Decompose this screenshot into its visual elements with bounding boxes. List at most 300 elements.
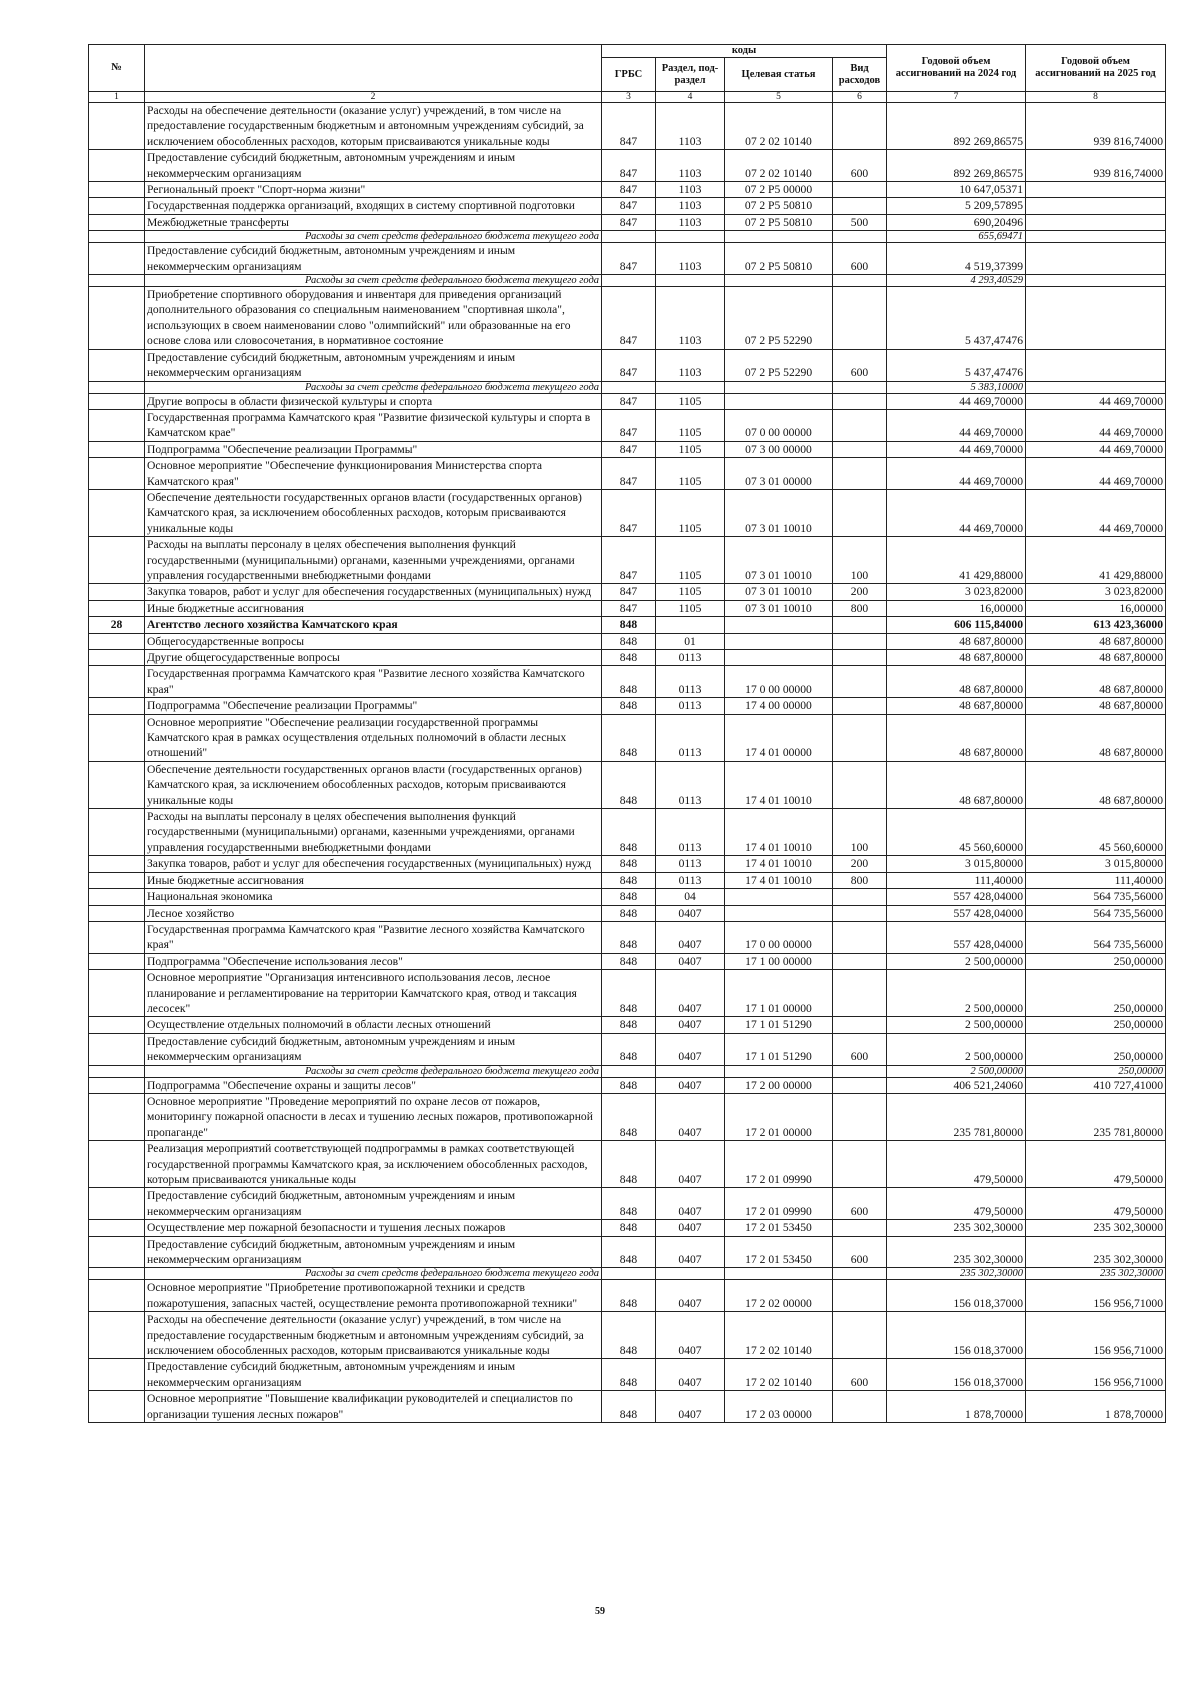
- razdel-cell: 0113: [656, 872, 725, 888]
- amount-2024-cell: 235 302,30000: [887, 1236, 1026, 1268]
- vid-cell: [833, 1017, 887, 1033]
- row-description-cell: Осуществление мер пожарной безопасности и тушения лесных пожаров: [145, 1220, 602, 1236]
- amount-2025-cell: 44 469,70000: [1026, 458, 1166, 490]
- row-number-cell: [89, 458, 145, 490]
- column-index: 8: [1026, 92, 1166, 103]
- amount-2025-cell: [1026, 287, 1166, 350]
- row-description-cell: Государственная поддержка организаций, входящих в систему спортивной подготовки: [145, 198, 602, 214]
- vid-cell: 500: [833, 214, 887, 230]
- header-description: [145, 45, 602, 92]
- row-description-cell: Подпрограмма "Обеспечение охраны и защиты лесов": [145, 1077, 602, 1093]
- table-row: [89, 872, 1166, 888]
- row-number-cell: 28: [89, 617, 145, 633]
- vid-cell: 100: [833, 809, 887, 856]
- vid-cell: [833, 761, 887, 808]
- razdel-cell: 0113: [656, 666, 725, 698]
- column-index: 2: [145, 92, 602, 103]
- target-cell: 07 0 00 00000: [725, 409, 833, 441]
- razdel-cell: 1105: [656, 458, 725, 490]
- grbs-cell: 848: [602, 1077, 656, 1093]
- amount-2025-cell: 250,00000: [1026, 1033, 1166, 1065]
- razdel-cell: 1105: [656, 441, 725, 457]
- razdel-cell: 1103: [656, 349, 725, 381]
- table-row: [89, 761, 1166, 808]
- vid-cell: [833, 409, 887, 441]
- vid-cell: [833, 287, 887, 350]
- amount-2025-cell: 235 302,30000: [1026, 1268, 1166, 1280]
- row-description-cell: Агентство лесного хозяйства Камчатского края: [145, 617, 602, 633]
- row-description-cell: Государственная программа Камчатского края "Развитие лесного хозяйства Камчатского края": [145, 921, 602, 953]
- table-row: [89, 600, 1166, 616]
- target-cell: 17 4 01 10010: [725, 872, 833, 888]
- table-row: [89, 1236, 1166, 1268]
- amount-2025-cell: 48 687,80000: [1026, 633, 1166, 649]
- vid-cell: [833, 441, 887, 457]
- grbs-cell: 847: [602, 182, 656, 198]
- grbs-cell: 848: [602, 1141, 656, 1188]
- header-number: №: [89, 45, 145, 92]
- target-cell: 17 2 00 00000: [725, 1077, 833, 1093]
- amount-2025-cell: 939 816,74000: [1026, 103, 1166, 150]
- row-number-cell: [89, 666, 145, 698]
- row-number-cell: [89, 349, 145, 381]
- amount-2025-cell: 44 469,70000: [1026, 441, 1166, 457]
- header-target: Целевая статья: [725, 58, 833, 92]
- table-row: [89, 1359, 1166, 1391]
- table-row: [89, 1017, 1166, 1033]
- table-row: [89, 1391, 1166, 1423]
- row-description-cell: Предоставление субсидий бюджетным, автономным учреждениям и иным некоммерческим организациям: [145, 1359, 602, 1391]
- razdel-cell: [656, 617, 725, 633]
- razdel-cell: 1105: [656, 409, 725, 441]
- row-number-cell: [89, 1268, 145, 1280]
- table-body: [89, 103, 1166, 1423]
- amount-2025-cell: [1026, 198, 1166, 214]
- row-number-cell: [89, 537, 145, 584]
- grbs-cell: 848: [602, 1280, 656, 1312]
- amount-2024-cell: 41 429,88000: [887, 537, 1026, 584]
- grbs-cell: 848: [602, 1312, 656, 1359]
- target-cell: [725, 905, 833, 921]
- header-vid: Вид расходов: [833, 58, 887, 92]
- amount-2024-cell: 10 647,05371: [887, 182, 1026, 198]
- row-description-cell: Предоставление субсидий бюджетным, автономным учреждениям и иным некоммерческим организациям: [145, 1236, 602, 1268]
- amount-2025-cell: [1026, 182, 1166, 198]
- row-number-cell: [89, 1391, 145, 1423]
- row-description-cell: Региональный проект "Спорт-норма жизни": [145, 182, 602, 198]
- header-grbs: ГРБС: [602, 58, 656, 92]
- amount-2025-cell: 44 469,70000: [1026, 393, 1166, 409]
- vid-cell: 600: [833, 1033, 887, 1065]
- row-description-cell: Лесное хозяйство: [145, 905, 602, 921]
- grbs-cell: 848: [602, 1220, 656, 1236]
- amount-2024-cell: 892 269,86575: [887, 103, 1026, 150]
- amount-2025-cell: 250,00000: [1026, 970, 1166, 1017]
- amount-2024-cell: 48 687,80000: [887, 650, 1026, 666]
- row-description-cell: Приобретение спортивного оборудования и инвентаря для приведения организаций дополнительного образования со специальным наименованием "спортивная школа", использующих в своем наименовании слово "олимпийский" или образованные на его основе слова или словосочетания, в нормативное состояние: [145, 287, 602, 350]
- row-number-cell: [89, 1236, 145, 1268]
- row-description-cell: Закупка товаров, работ и услуг для обеспечения государственных (муниципальных) нужд: [145, 584, 602, 600]
- table-row: [89, 1077, 1166, 1093]
- row-description-cell: Основное мероприятие "Обеспечение функционирования Министерства спорта Камчатского края": [145, 458, 602, 490]
- amount-2024-cell: 690,20496: [887, 214, 1026, 230]
- row-number-cell: [89, 650, 145, 666]
- vid-cell: [833, 970, 887, 1017]
- razdel-cell: 0407: [656, 905, 725, 921]
- amount-2025-cell: 156 956,71000: [1026, 1280, 1166, 1312]
- column-index: 7: [887, 92, 1026, 103]
- vid-cell: [833, 889, 887, 905]
- row-number-cell: [89, 809, 145, 856]
- grbs-cell: 847: [602, 584, 656, 600]
- target-cell: 07 3 01 00000: [725, 458, 833, 490]
- grbs-cell: 847: [602, 393, 656, 409]
- target-cell: 17 1 01 51290: [725, 1017, 833, 1033]
- amount-2025-cell: 48 687,80000: [1026, 761, 1166, 808]
- amount-2024-cell: 111,40000: [887, 872, 1026, 888]
- razdel-cell: 0113: [656, 809, 725, 856]
- row-number-cell: [89, 1093, 145, 1140]
- amount-2024-cell: 5 383,10000: [887, 381, 1026, 393]
- razdel-cell: 0407: [656, 921, 725, 953]
- target-cell: [725, 231, 833, 243]
- table-row: [89, 458, 1166, 490]
- grbs-cell: 848: [602, 905, 656, 921]
- razdel-cell: 0407: [656, 1093, 725, 1140]
- row-description-cell: Предоставление субсидий бюджетным, автономным учреждениям и иным некоммерческим организациям: [145, 1188, 602, 1220]
- vid-cell: [833, 666, 887, 698]
- target-cell: [725, 617, 833, 633]
- amount-2024-cell: 2 500,00000: [887, 953, 1026, 969]
- row-description-cell: Основное мероприятие "Повышение квалификации руководителей и специалистов по организации тушения лесных пожаров": [145, 1391, 602, 1423]
- table-row: [89, 666, 1166, 698]
- grbs-cell: 848: [602, 1093, 656, 1140]
- vid-cell: [833, 617, 887, 633]
- header-razdel: Раздел, под-раздел: [656, 58, 725, 92]
- row-number-cell: [89, 1065, 145, 1077]
- vid-cell: 600: [833, 1188, 887, 1220]
- row-description-cell: Государственная программа Камчатского края "Развитие лесного хозяйства Камчатского края": [145, 666, 602, 698]
- grbs-cell: 847: [602, 287, 656, 350]
- vid-cell: [833, 1220, 887, 1236]
- razdel-cell: 0407: [656, 1312, 725, 1359]
- amount-2024-cell: 2 500,00000: [887, 1033, 1026, 1065]
- header-year-2025: Годовой объем ассигнований на 2025 год: [1026, 45, 1166, 92]
- target-cell: 07 3 01 10010: [725, 489, 833, 536]
- row-number-cell: [89, 921, 145, 953]
- table-row: [89, 1093, 1166, 1140]
- amount-2024-cell: 479,50000: [887, 1141, 1026, 1188]
- vid-cell: [833, 1077, 887, 1093]
- row-description-cell: Расходы за счет средств федерального бюджета текущего года: [145, 1065, 602, 1077]
- row-number-cell: [89, 1280, 145, 1312]
- amount-2024-cell: 156 018,37000: [887, 1359, 1026, 1391]
- amount-2025-cell: [1026, 214, 1166, 230]
- row-number-cell: [89, 1033, 145, 1065]
- amount-2025-cell: [1026, 349, 1166, 381]
- vid-cell: 800: [833, 872, 887, 888]
- column-index: 3: [602, 92, 656, 103]
- amount-2024-cell: 156 018,37000: [887, 1312, 1026, 1359]
- razdel-cell: [656, 1065, 725, 1077]
- row-number-cell: [89, 489, 145, 536]
- razdel-cell: [656, 381, 725, 393]
- row-description-cell: Закупка товаров, работ и услуг для обеспечения государственных (муниципальных) нужд: [145, 856, 602, 872]
- amount-2025-cell: 479,50000: [1026, 1188, 1166, 1220]
- razdel-cell: 1103: [656, 243, 725, 275]
- table-row: [89, 1188, 1166, 1220]
- table-row: [89, 103, 1166, 150]
- target-cell: [725, 381, 833, 393]
- grbs-cell: 847: [602, 458, 656, 490]
- row-description-cell: Предоставление субсидий бюджетным, автономным учреждениям и иным некоммерческим организациям: [145, 349, 602, 381]
- razdel-cell: 04: [656, 889, 725, 905]
- amount-2025-cell: 235 302,30000: [1026, 1236, 1166, 1268]
- target-cell: 07 2 P5 00000: [725, 182, 833, 198]
- table-row: [89, 182, 1166, 198]
- vid-cell: [833, 103, 887, 150]
- target-cell: 17 2 01 09990: [725, 1188, 833, 1220]
- row-number-cell: [89, 243, 145, 275]
- row-description-cell: Расходы за счет средств федерального бюджета текущего года: [145, 231, 602, 243]
- row-description-cell: Другие общегосударственные вопросы: [145, 650, 602, 666]
- row-description-cell: Подпрограмма "Обеспечение реализации Программы": [145, 441, 602, 457]
- table-row: [89, 243, 1166, 275]
- amount-2024-cell: 4 519,37399: [887, 243, 1026, 275]
- row-number-cell: [89, 287, 145, 350]
- grbs-cell: 848: [602, 856, 656, 872]
- grbs-cell: 848: [602, 1017, 656, 1033]
- vid-cell: [833, 1312, 887, 1359]
- vid-cell: [833, 650, 887, 666]
- row-number-cell: [89, 698, 145, 714]
- amount-2025-cell: 564 735,56000: [1026, 889, 1166, 905]
- grbs-cell: 847: [602, 489, 656, 536]
- razdel-cell: 0407: [656, 1359, 725, 1391]
- table-row: [89, 537, 1166, 584]
- row-number-cell: [89, 714, 145, 761]
- row-number-cell: [89, 103, 145, 150]
- table-row: [89, 214, 1166, 230]
- grbs-cell: 848: [602, 617, 656, 633]
- target-cell: 17 0 00 00000: [725, 666, 833, 698]
- column-index: 4: [656, 92, 725, 103]
- column-index: 6: [833, 92, 887, 103]
- target-cell: 17 2 02 00000: [725, 1280, 833, 1312]
- row-description-cell: Обеспечение деятельности государственных органов власти (государственных органов) Камчатского края, за исключением обособленных расходов, которым присваиваются уникальные коды: [145, 761, 602, 808]
- table-row: [89, 953, 1166, 969]
- grbs-cell: 848: [602, 698, 656, 714]
- table-row: [89, 1312, 1166, 1359]
- razdel-cell: 0407: [656, 1236, 725, 1268]
- amount-2024-cell: 44 469,70000: [887, 458, 1026, 490]
- amount-2024-cell: 1 878,70000: [887, 1391, 1026, 1423]
- vid-cell: [833, 275, 887, 287]
- table-row: [89, 489, 1166, 536]
- row-number-cell: [89, 905, 145, 921]
- razdel-cell: [656, 1268, 725, 1280]
- amount-2025-cell: 156 956,71000: [1026, 1359, 1166, 1391]
- vid-cell: [833, 1391, 887, 1423]
- table-row: [89, 650, 1166, 666]
- row-number-cell: [89, 393, 145, 409]
- amount-2025-cell: 939 816,74000: [1026, 150, 1166, 182]
- row-number-cell: [89, 1220, 145, 1236]
- razdel-cell: 1105: [656, 393, 725, 409]
- grbs-cell: [602, 1268, 656, 1280]
- table-row: [89, 617, 1166, 633]
- amount-2024-cell: 3 023,82000: [887, 584, 1026, 600]
- vid-cell: [833, 1093, 887, 1140]
- amount-2025-cell: [1026, 231, 1166, 243]
- target-cell: 17 0 00 00000: [725, 921, 833, 953]
- amount-2025-cell: 111,40000: [1026, 872, 1166, 888]
- target-cell: 17 2 01 53450: [725, 1236, 833, 1268]
- target-cell: 07 2 02 10140: [725, 103, 833, 150]
- table-row: [89, 393, 1166, 409]
- header-year-2024: Годовой объем ассигнований на 2024 год: [887, 45, 1026, 92]
- razdel-cell: 0407: [656, 1077, 725, 1093]
- amount-2024-cell: 16,00000: [887, 600, 1026, 616]
- amount-2024-cell: 557 428,04000: [887, 921, 1026, 953]
- row-number-cell: [89, 872, 145, 888]
- amount-2024-cell: 3 015,80000: [887, 856, 1026, 872]
- row-number-cell: [89, 150, 145, 182]
- row-number-cell: [89, 231, 145, 243]
- vid-cell: [833, 182, 887, 198]
- table-row: [89, 150, 1166, 182]
- razdel-cell: 0407: [656, 1033, 725, 1065]
- row-description-cell: Государственная программа Камчатского края "Развитие физической культуры и спорта в Камчатском крае": [145, 409, 602, 441]
- razdel-cell: 0407: [656, 1220, 725, 1236]
- table-row: [89, 441, 1166, 457]
- row-number-cell: [89, 1141, 145, 1188]
- razdel-cell: 0113: [656, 856, 725, 872]
- row-description-cell: Национальная экономика: [145, 889, 602, 905]
- target-cell: 17 1 01 51290: [725, 1033, 833, 1065]
- razdel-cell: 01: [656, 633, 725, 649]
- vid-cell: 600: [833, 349, 887, 381]
- amount-2025-cell: 1 878,70000: [1026, 1391, 1166, 1423]
- grbs-cell: 848: [602, 1236, 656, 1268]
- row-description-cell: Межбюджетные трансферты: [145, 214, 602, 230]
- grbs-cell: 847: [602, 409, 656, 441]
- amount-2024-cell: 48 687,80000: [887, 761, 1026, 808]
- amount-2025-cell: 48 687,80000: [1026, 666, 1166, 698]
- federal-funds-row: [89, 275, 1166, 287]
- row-description-cell: Иные бюджетные ассигнования: [145, 600, 602, 616]
- razdel-cell: 0407: [656, 953, 725, 969]
- razdel-cell: 0407: [656, 1280, 725, 1312]
- amount-2024-cell: 44 469,70000: [887, 393, 1026, 409]
- row-description-cell: Основное мероприятие "Обеспечение реализации государственной программы Камчатского края в рамках осуществления отдельных полномочий в области лесных отношений": [145, 714, 602, 761]
- amount-2025-cell: 235 302,30000: [1026, 1220, 1166, 1236]
- column-index: 1: [89, 92, 145, 103]
- razdel-cell: 0113: [656, 650, 725, 666]
- razdel-cell: 0407: [656, 970, 725, 1017]
- grbs-cell: 848: [602, 761, 656, 808]
- table-row: [89, 905, 1166, 921]
- grbs-cell: 847: [602, 214, 656, 230]
- vid-cell: [833, 1141, 887, 1188]
- grbs-cell: [602, 231, 656, 243]
- razdel-cell: 1103: [656, 150, 725, 182]
- amount-2024-cell: 235 302,30000: [887, 1268, 1026, 1280]
- row-number-cell: [89, 600, 145, 616]
- amount-2025-cell: 410 727,41000: [1026, 1077, 1166, 1093]
- grbs-cell: 847: [602, 243, 656, 275]
- row-description-cell: Предоставление субсидий бюджетным, автономным учреждениям и иным некоммерческим организациям: [145, 243, 602, 275]
- row-description-cell: Основное мероприятие "Приобретение противопожарной техники и средств пожаротушения, запасных частей, осуществление ремонта противопожарной техники": [145, 1280, 602, 1312]
- grbs-cell: 848: [602, 650, 656, 666]
- target-cell: 07 2 P5 52290: [725, 349, 833, 381]
- grbs-cell: [602, 381, 656, 393]
- row-description-cell: Расходы на обеспечение деятельности (оказание услуг) учреждений, в том числе на предоставление государственным бюджетным и автономным учреждениям субсидий, за исключением обособленных расходов, которым присваиваются уникальные коды: [145, 103, 602, 150]
- row-description-cell: Подпрограмма "Обеспечение реализации Программы": [145, 698, 602, 714]
- page-number: 59: [595, 1606, 605, 1617]
- row-number-cell: [89, 1077, 145, 1093]
- grbs-cell: 848: [602, 633, 656, 649]
- amount-2024-cell: 557 428,04000: [887, 889, 1026, 905]
- amount-2025-cell: 564 735,56000: [1026, 921, 1166, 953]
- row-description-cell: Расходы на выплаты персоналу в целях обеспечения выполнения функций государственными (муниципальными) органами, казенными учреждениями, органами управления государственными внебюджетными фондами: [145, 809, 602, 856]
- razdel-cell: 1105: [656, 489, 725, 536]
- table-row: [89, 1141, 1166, 1188]
- table-row: [89, 809, 1166, 856]
- table-row: [89, 714, 1166, 761]
- amount-2024-cell: 5 437,47476: [887, 287, 1026, 350]
- grbs-cell: 847: [602, 103, 656, 150]
- row-description-cell: Расходы за счет средств федерального бюджета текущего года: [145, 1268, 602, 1280]
- grbs-cell: 848: [602, 809, 656, 856]
- row-description-cell: Осуществление отдельных полномочий в области лесных отношений: [145, 1017, 602, 1033]
- vid-cell: [833, 1268, 887, 1280]
- target-cell: 17 4 01 10010: [725, 809, 833, 856]
- amount-2025-cell: 44 469,70000: [1026, 409, 1166, 441]
- vid-cell: [833, 1065, 887, 1077]
- row-number-cell: [89, 584, 145, 600]
- target-cell: [725, 889, 833, 905]
- table-row: [89, 584, 1166, 600]
- vid-cell: 100: [833, 537, 887, 584]
- row-number-cell: [89, 381, 145, 393]
- grbs-cell: 848: [602, 953, 656, 969]
- vid-cell: [833, 1280, 887, 1312]
- target-cell: 17 2 03 00000: [725, 1391, 833, 1423]
- row-number-cell: [89, 1359, 145, 1391]
- row-description-cell: Другие вопросы в области физической культуры и спорта: [145, 393, 602, 409]
- razdel-cell: 0113: [656, 714, 725, 761]
- target-cell: 17 1 01 00000: [725, 970, 833, 1017]
- target-cell: 07 2 P5 50810: [725, 214, 833, 230]
- razdel-cell: 1103: [656, 198, 725, 214]
- razdel-cell: 0407: [656, 1141, 725, 1188]
- target-cell: [725, 1065, 833, 1077]
- target-cell: 07 2 02 10140: [725, 150, 833, 182]
- row-description-cell: Основное мероприятие "Проведение мероприятий по охране лесов от пожаров, мониторингу пожарной опасности в лесах и тушению лесных пожаров, противопожарной пропаганде": [145, 1093, 602, 1140]
- target-cell: [725, 633, 833, 649]
- target-cell: 17 1 00 00000: [725, 953, 833, 969]
- budget-table-sheet: [88, 44, 1165, 1423]
- row-description-cell: Расходы за счет средств федерального бюджета текущего года: [145, 381, 602, 393]
- row-description-cell: Предоставление субсидий бюджетным, автономным учреждениям и иным некоммерческим организациям: [145, 1033, 602, 1065]
- target-cell: 17 2 01 09990: [725, 1141, 833, 1188]
- row-description-cell: Иные бюджетные ассигнования: [145, 872, 602, 888]
- target-cell: 17 4 01 10010: [725, 761, 833, 808]
- amount-2024-cell: 48 687,80000: [887, 666, 1026, 698]
- razdel-cell: 1105: [656, 537, 725, 584]
- target-cell: 17 4 01 00000: [725, 714, 833, 761]
